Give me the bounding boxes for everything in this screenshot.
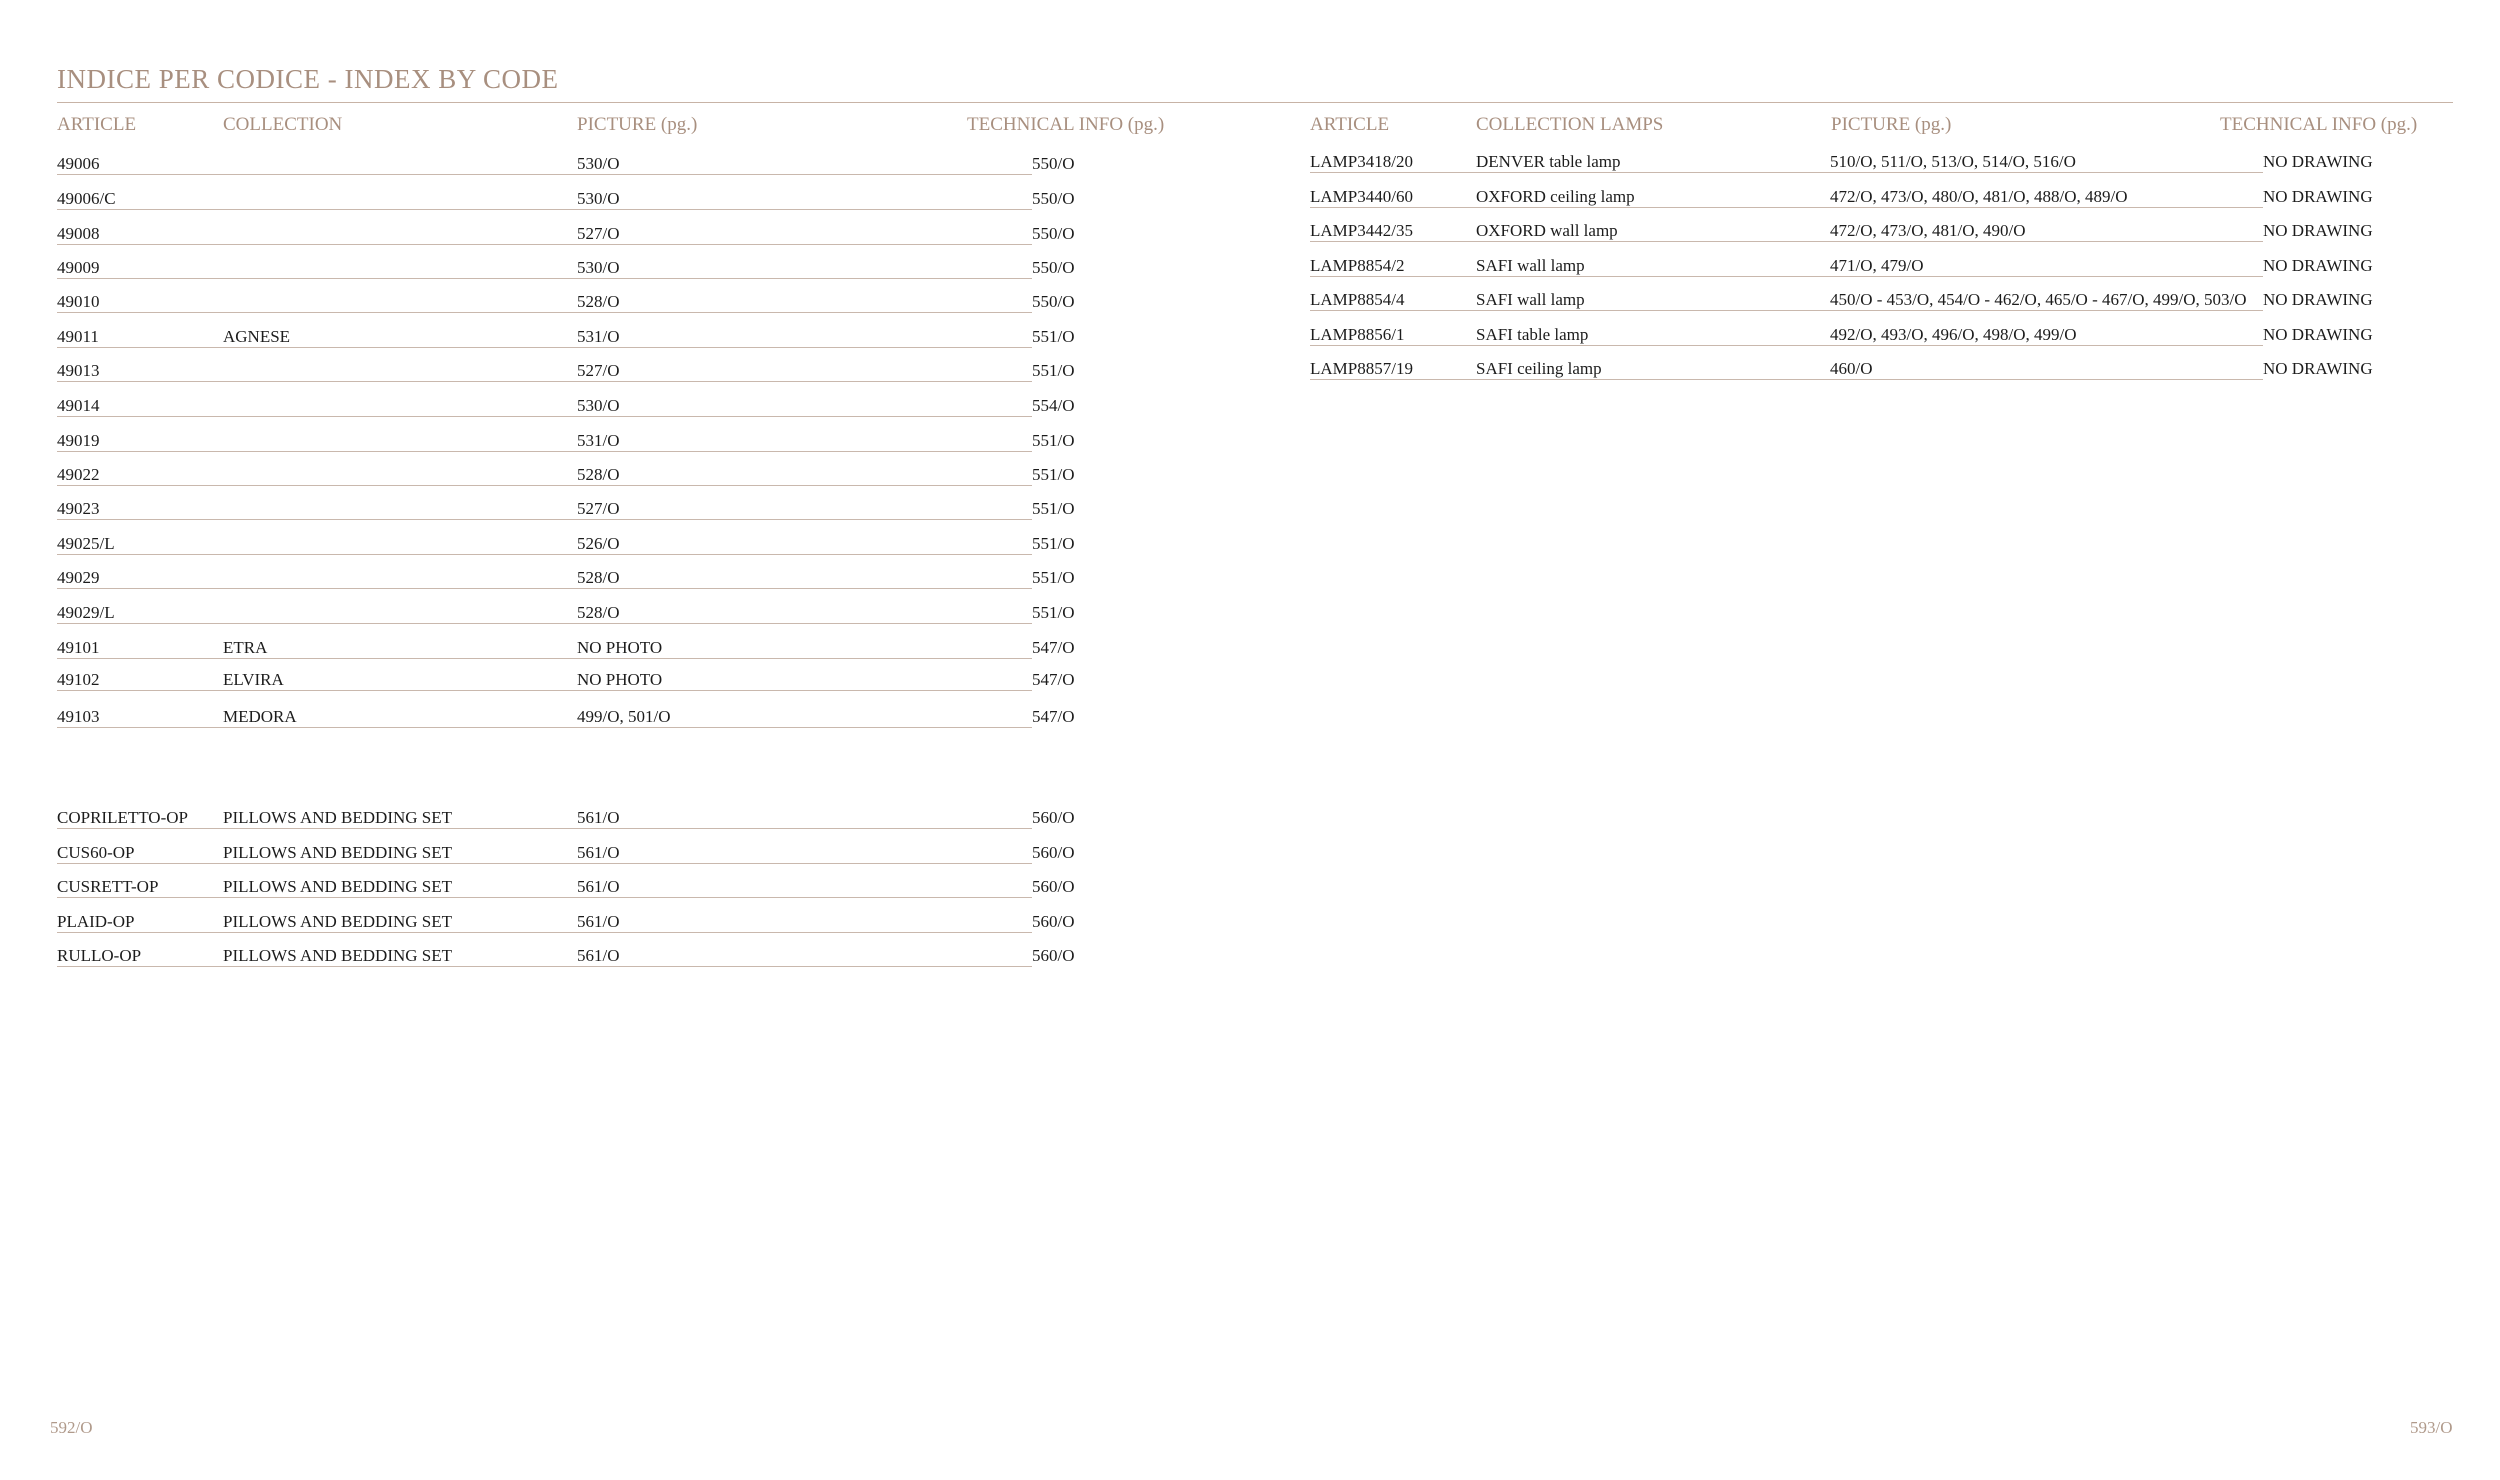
table-row — [57, 670, 1082, 696]
cell-technical: 560/O — [1032, 843, 1075, 862]
page-title: INDICE PER CODICE - INDEX BY CODE — [57, 64, 559, 94]
left-header-technical: TECHNICAL INFO (pg.) — [967, 114, 1165, 135]
leader-line — [1830, 379, 2263, 380]
leader-line — [1830, 345, 2263, 346]
cell-article: LAMP8854/2 — [1310, 256, 1405, 275]
cell-picture: 528/O — [577, 568, 620, 587]
cell-picture: 561/O — [577, 946, 620, 965]
cell-article: LAMP3418/20 — [1310, 152, 1413, 171]
cell-article: 49008 — [57, 224, 100, 243]
table-row — [57, 154, 1082, 180]
table-row — [57, 707, 1082, 733]
table-row — [57, 603, 1082, 629]
table-row — [57, 258, 1082, 284]
table-row — [57, 568, 1082, 594]
table-row — [1310, 290, 2410, 316]
right-header-picture: PICTURE (pg.) — [1831, 114, 1952, 135]
cell-technical: 547/O — [1032, 638, 1075, 657]
leader-line — [577, 966, 1032, 967]
cell-picture: 530/O — [577, 396, 620, 415]
leader-line — [1310, 172, 1830, 173]
leader-line — [1310, 241, 1830, 242]
cell-collection: PILLOWS AND BEDDING SET — [223, 808, 453, 827]
cell-technical: 551/O — [1032, 431, 1075, 450]
table-row — [57, 465, 1082, 491]
cell-picture: 472/O, 473/O, 480/O, 481/O, 488/O, 489/O — [1830, 187, 2128, 206]
right-header-technical: TECHNICAL INFO (pg.) — [2220, 114, 2418, 135]
cell-article: LAMP8854/4 — [1310, 290, 1405, 309]
cell-article: 49011 — [57, 327, 99, 346]
cell-collection: SAFI table lamp — [1476, 325, 1589, 344]
cell-technical: 560/O — [1032, 808, 1075, 827]
cell-technical: NO DRAWING — [2263, 152, 2373, 171]
leader-line — [57, 485, 577, 486]
page-number-right: 593/O — [2410, 1418, 2453, 1437]
cell-article: PLAID-OP — [57, 912, 135, 931]
leader-line — [57, 932, 577, 933]
cell-collection: PILLOWS AND BEDDING SET — [223, 843, 453, 862]
leader-line — [577, 727, 1032, 728]
cell-technical: NO DRAWING — [2263, 221, 2373, 240]
table-row — [57, 431, 1082, 457]
leader-line — [1830, 241, 2263, 242]
left-header-article: ARTICLE — [57, 114, 137, 135]
leader-line — [577, 519, 1032, 520]
cell-technical: 551/O — [1032, 534, 1075, 553]
cell-collection: SAFI wall lamp — [1476, 256, 1585, 275]
cell-picture: 526/O — [577, 534, 620, 553]
right-header-collection: COLLECTION LAMPS — [1476, 114, 1664, 135]
leader-line — [1310, 310, 1830, 311]
cell-article: 49029/L — [57, 603, 115, 622]
cell-collection: MEDORA — [223, 707, 297, 726]
leader-line — [57, 554, 577, 555]
cell-technical: 560/O — [1032, 877, 1075, 896]
cell-article: CUSRETT-OP — [57, 877, 159, 896]
cell-picture: 530/O — [577, 258, 620, 277]
leader-line — [577, 658, 1032, 659]
cell-collection: DENVER table lamp — [1476, 152, 1621, 171]
cell-technical: 551/O — [1032, 499, 1075, 518]
leader-line — [57, 416, 577, 417]
leader-line — [57, 244, 577, 245]
cell-collection: PILLOWS AND BEDDING SET — [223, 912, 453, 931]
cell-article: 49006/C — [57, 189, 116, 208]
cell-article: 49029 — [57, 568, 100, 587]
table-row — [57, 843, 1082, 869]
leader-line — [57, 347, 577, 348]
leader-line — [577, 416, 1032, 417]
table-row — [1310, 359, 2410, 385]
cell-article: LAMP3440/60 — [1310, 187, 1413, 206]
leader-line — [1830, 172, 2263, 173]
cell-collection: SAFI wall lamp — [1476, 290, 1585, 309]
leader-line — [57, 828, 577, 829]
cell-article: LAMP8857/19 — [1310, 359, 1413, 378]
leader-line — [1830, 310, 2263, 311]
table-row — [57, 361, 1082, 387]
cell-technical: 550/O — [1032, 224, 1075, 243]
cell-collection: AGNESE — [223, 327, 291, 346]
cell-article: 49102 — [57, 670, 100, 689]
cell-article: 49013 — [57, 361, 100, 380]
leader-line — [577, 897, 1032, 898]
cell-technical: NO DRAWING — [2263, 325, 2373, 344]
leader-line — [577, 623, 1032, 624]
leader-line — [57, 966, 577, 967]
right-header-article: ARTICLE — [1310, 114, 1390, 135]
leader-line — [57, 863, 577, 864]
table-row — [57, 638, 1082, 664]
cell-picture: 531/O — [577, 431, 620, 450]
cell-article: LAMP8856/1 — [1310, 325, 1405, 344]
cell-collection: PILLOWS AND BEDDING SET — [223, 877, 453, 896]
leader-line — [577, 828, 1032, 829]
cell-technical: 551/O — [1032, 603, 1075, 622]
cell-technical: 560/O — [1032, 912, 1075, 931]
cell-picture: 527/O — [577, 224, 620, 243]
cell-picture: 472/O, 473/O, 481/O, 490/O — [1830, 221, 2026, 240]
cell-technical: 551/O — [1032, 465, 1075, 484]
cell-picture: 471/O, 479/O — [1830, 256, 1924, 275]
leader-line — [57, 209, 577, 210]
table-row — [1310, 325, 2410, 351]
cell-picture: NO PHOTO — [577, 670, 663, 689]
cell-article: CUS60-OP — [57, 843, 135, 862]
cell-technical: NO DRAWING — [2263, 359, 2373, 378]
table-row — [1310, 152, 2410, 178]
leader-line — [577, 347, 1032, 348]
leader-line — [1830, 276, 2263, 277]
cell-technical: 551/O — [1032, 327, 1075, 346]
leader-line — [57, 451, 577, 452]
cell-technical: NO DRAWING — [2263, 187, 2373, 206]
cell-picture: 450/O - 453/O, 454/O - 462/O, 465/O - 467/O, 499/O, 503/O — [1830, 290, 2247, 309]
cell-picture: 527/O — [577, 499, 620, 518]
leader-line — [577, 451, 1032, 452]
leader-line — [1310, 345, 1830, 346]
leader-line — [577, 278, 1032, 279]
cell-picture: 528/O — [577, 292, 620, 311]
cell-article: 49023 — [57, 499, 100, 518]
cell-article: 49025/L — [57, 534, 115, 553]
leader-line — [577, 244, 1032, 245]
cell-technical: 550/O — [1032, 258, 1075, 277]
cell-article: 49009 — [57, 258, 100, 277]
cell-technical: 547/O — [1032, 707, 1075, 726]
leader-line — [577, 863, 1032, 864]
cell-collection: ETRA — [223, 638, 268, 657]
table-row — [57, 946, 1082, 972]
leader-line — [577, 554, 1032, 555]
cell-picture: 528/O — [577, 465, 620, 484]
page-number-left: 592/O — [50, 1418, 93, 1437]
cell-article: COPRILETTO-OP — [57, 808, 188, 827]
table-row — [1310, 221, 2410, 247]
cell-technical: 550/O — [1032, 189, 1075, 208]
table-row — [57, 224, 1082, 250]
cell-picture: 528/O — [577, 603, 620, 622]
cell-technical: NO DRAWING — [2263, 290, 2373, 309]
table-row — [57, 808, 1082, 834]
cell-technical: 560/O — [1032, 946, 1075, 965]
leader-line — [57, 658, 577, 659]
cell-picture: NO PHOTO — [577, 638, 663, 657]
cell-picture: 510/O, 511/O, 513/O, 514/O, 516/O — [1830, 152, 2076, 171]
leader-line — [577, 690, 1032, 691]
cell-technical: 547/O — [1032, 670, 1075, 689]
leader-line — [1310, 207, 1830, 208]
leader-line — [577, 932, 1032, 933]
leader-line — [1830, 207, 2263, 208]
left-header-picture: PICTURE (pg.) — [577, 114, 698, 135]
leader-line — [57, 727, 577, 728]
table-row — [1310, 256, 2410, 282]
left-header-collection: COLLECTION — [223, 114, 343, 135]
table-row — [57, 534, 1082, 560]
leader-line — [57, 312, 577, 313]
cell-technical: 550/O — [1032, 154, 1075, 173]
cell-picture: 527/O — [577, 361, 620, 380]
leader-line — [57, 519, 577, 520]
leader-line — [577, 381, 1032, 382]
leader-line — [577, 174, 1032, 175]
leader-line — [57, 588, 577, 589]
leader-line — [57, 897, 577, 898]
cell-article: LAMP3442/35 — [1310, 221, 1413, 240]
cell-collection: OXFORD wall lamp — [1476, 221, 1618, 240]
cell-article: 49103 — [57, 707, 100, 726]
table-row — [57, 499, 1082, 525]
table-row — [57, 396, 1082, 422]
cell-article: RULLO-OP — [57, 946, 142, 965]
title-divider — [57, 102, 2453, 103]
cell-picture: 530/O — [577, 154, 620, 173]
cell-picture: 460/O — [1830, 359, 1873, 378]
leader-line — [577, 312, 1032, 313]
table-row — [57, 189, 1082, 215]
cell-article: 49101 — [57, 638, 100, 657]
leader-line — [57, 690, 577, 691]
cell-picture: 492/O, 493/O, 496/O, 498/O, 499/O — [1830, 325, 2077, 344]
leader-line — [577, 209, 1032, 210]
cell-picture: 561/O — [577, 912, 620, 931]
cell-collection: PILLOWS AND BEDDING SET — [223, 946, 453, 965]
cell-technical: 551/O — [1032, 361, 1075, 380]
cell-article: 49019 — [57, 431, 100, 450]
leader-line — [57, 174, 577, 175]
leader-line — [1310, 379, 1830, 380]
cell-article: 49010 — [57, 292, 100, 311]
cell-picture: 530/O — [577, 189, 620, 208]
cell-article: 49006 — [57, 154, 100, 173]
cell-picture: 561/O — [577, 808, 620, 827]
cell-picture: 531/O — [577, 327, 620, 346]
cell-article: 49014 — [57, 396, 100, 415]
table-row — [57, 292, 1082, 318]
table-row — [57, 327, 1082, 353]
cell-picture: 499/O, 501/O — [577, 707, 671, 726]
cell-collection: OXFORD ceiling lamp — [1476, 187, 1635, 206]
leader-line — [57, 623, 577, 624]
cell-collection: SAFI ceiling lamp — [1476, 359, 1602, 378]
table-row — [57, 912, 1082, 938]
leader-line — [577, 485, 1032, 486]
leader-line — [1310, 276, 1830, 277]
leader-line — [577, 588, 1032, 589]
cell-collection: ELVIRA — [223, 670, 284, 689]
cell-picture: 561/O — [577, 877, 620, 896]
leader-line — [57, 278, 577, 279]
cell-technical: 550/O — [1032, 292, 1075, 311]
cell-technical: NO DRAWING — [2263, 256, 2373, 275]
cell-picture: 561/O — [577, 843, 620, 862]
table-row — [1310, 187, 2410, 213]
table-row — [57, 877, 1082, 903]
leader-line — [57, 381, 577, 382]
cell-article: 49022 — [57, 465, 100, 484]
cell-technical: 551/O — [1032, 568, 1075, 587]
cell-technical: 554/O — [1032, 396, 1075, 415]
